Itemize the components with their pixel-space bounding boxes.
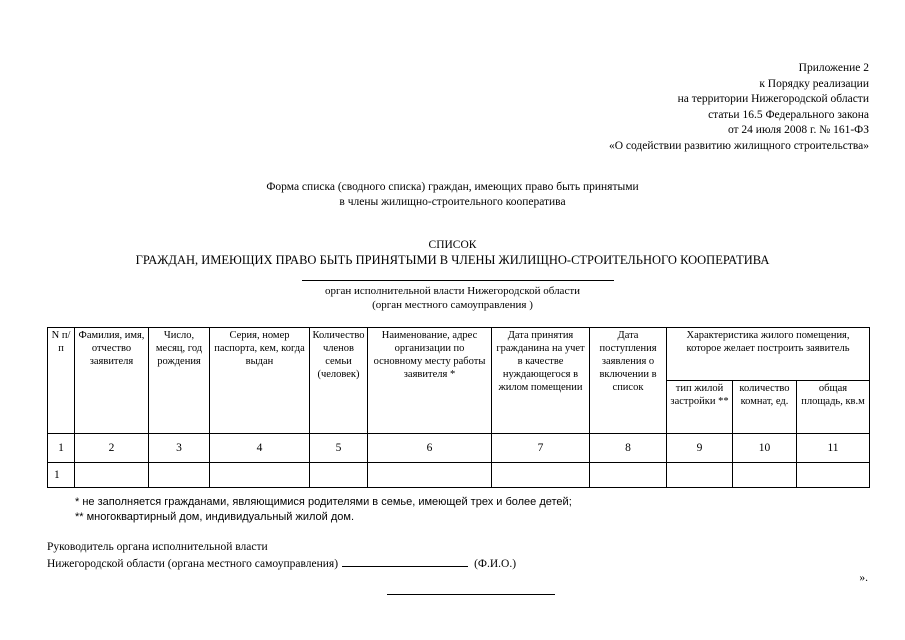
appendix-line: Приложение 2 <box>798 62 869 74</box>
column-number: 11 <box>797 434 870 463</box>
heading-line-2: ГРАЖДАН, ИМЕЮЩИХ ПРАВО БЫТЬ ПРИНЯТЫМИ В ЧЛЕНЫ ЖИЛИЩНО-СТРОИТЕЛЬНОГО КООПЕРАТИВА <box>135 253 770 267</box>
appendix-line: на территории Нижегородской области <box>677 93 869 106</box>
column-number: 6 <box>368 434 492 463</box>
column-number: 1 <box>48 434 75 463</box>
organ-caption <box>0 284 905 312</box>
appendix-line: к Порядку реализации <box>759 77 869 90</box>
table-row <box>48 463 870 488</box>
footnotes <box>75 495 572 525</box>
appendix-line: статьи 16.5 Федерального закона <box>708 108 869 121</box>
column-number: 4 <box>210 434 310 463</box>
list-heading <box>0 238 905 268</box>
signature-field <box>342 555 468 567</box>
column-number: 2 <box>75 434 149 463</box>
table-cell <box>590 463 667 488</box>
bottom-divider <box>387 594 555 595</box>
header-cell: Дата принятия гражданина на учет в качестве нуждающегося в жилом помещении <box>492 328 590 434</box>
header-cell: общая площадь, кв.м <box>797 381 870 434</box>
header-cell: количество комнат, ед. <box>733 381 797 434</box>
appendix-line: «О содействии развитию жилищного строительства» <box>608 139 869 152</box>
table-cell <box>210 463 310 488</box>
column-number: 8 <box>590 434 667 463</box>
table-header-row <box>48 328 870 381</box>
header-cell: Серия, номер паспорта, кем, когда выдан <box>210 328 310 434</box>
table-cell <box>667 463 733 488</box>
organ-line-1: орган исполнительной власти Нижегородской области <box>324 285 581 297</box>
form-title-line-2: в члены жилищно-строительного кооператива <box>339 196 566 208</box>
signature-line-1: Руководитель органа исполнительной власти <box>47 541 268 553</box>
table-cell <box>75 463 149 488</box>
header-cell: N п/п <box>48 328 75 434</box>
appendix-block <box>609 61 869 155</box>
footnote-1: * не заполняется гражданами, являющимися родителями в семье, имеющей трех и более детей; <box>75 496 572 508</box>
column-number: 3 <box>149 434 210 463</box>
column-numbers-row <box>48 434 870 463</box>
footnote-2: ** многоквартирный дом, индивидуальный жилой дом. <box>75 511 355 523</box>
fio-label: (Ф.И.О.) <box>474 558 517 570</box>
signature-block <box>47 540 516 572</box>
column-number: 9 <box>667 434 733 463</box>
table-cell <box>368 463 492 488</box>
heading-line-1: СПИСОК <box>428 239 477 251</box>
header-cell: Число, месяц, год рождения <box>149 328 210 434</box>
column-number: 7 <box>492 434 590 463</box>
organ-line-2: (орган местного самоуправления ) <box>372 299 533 311</box>
header-cell: тип жилой застройки ** <box>667 381 733 434</box>
signature-line-2: Нижегородской области (органа местного самоуправления) <box>47 558 339 570</box>
header-cell: Количество членов семьи (человек) <box>310 328 368 434</box>
table-cell <box>149 463 210 488</box>
column-number: 10 <box>733 434 797 463</box>
form-title-line-1: Форма списка (сводного списка) граждан, имеющих право быть принятыми <box>266 181 639 193</box>
header-group-cell: Характеристика жилого помещения, которое желает построить заявитель <box>667 328 870 381</box>
form-title <box>0 180 905 210</box>
header-cell: Фамилия, имя, отчество заявителя <box>75 328 149 434</box>
signature-line-2-wrap <box>47 555 516 572</box>
header-cell: Наименование, адрес организации по основному месту работы заявителя * <box>368 328 492 434</box>
row-number-cell: 1 <box>48 463 75 488</box>
column-number: 5 <box>310 434 368 463</box>
appendix-line: от 24 июля 2008 г. № 161-ФЗ <box>727 124 869 137</box>
table-cell <box>797 463 870 488</box>
organ-underline <box>302 280 614 281</box>
table-cell <box>310 463 368 488</box>
closing-quote: ». <box>859 572 868 584</box>
table-cell <box>492 463 590 488</box>
citizens-table <box>47 327 870 488</box>
table-cell <box>733 463 797 488</box>
header-cell: Дата поступления заявления о включении в список <box>590 328 667 434</box>
